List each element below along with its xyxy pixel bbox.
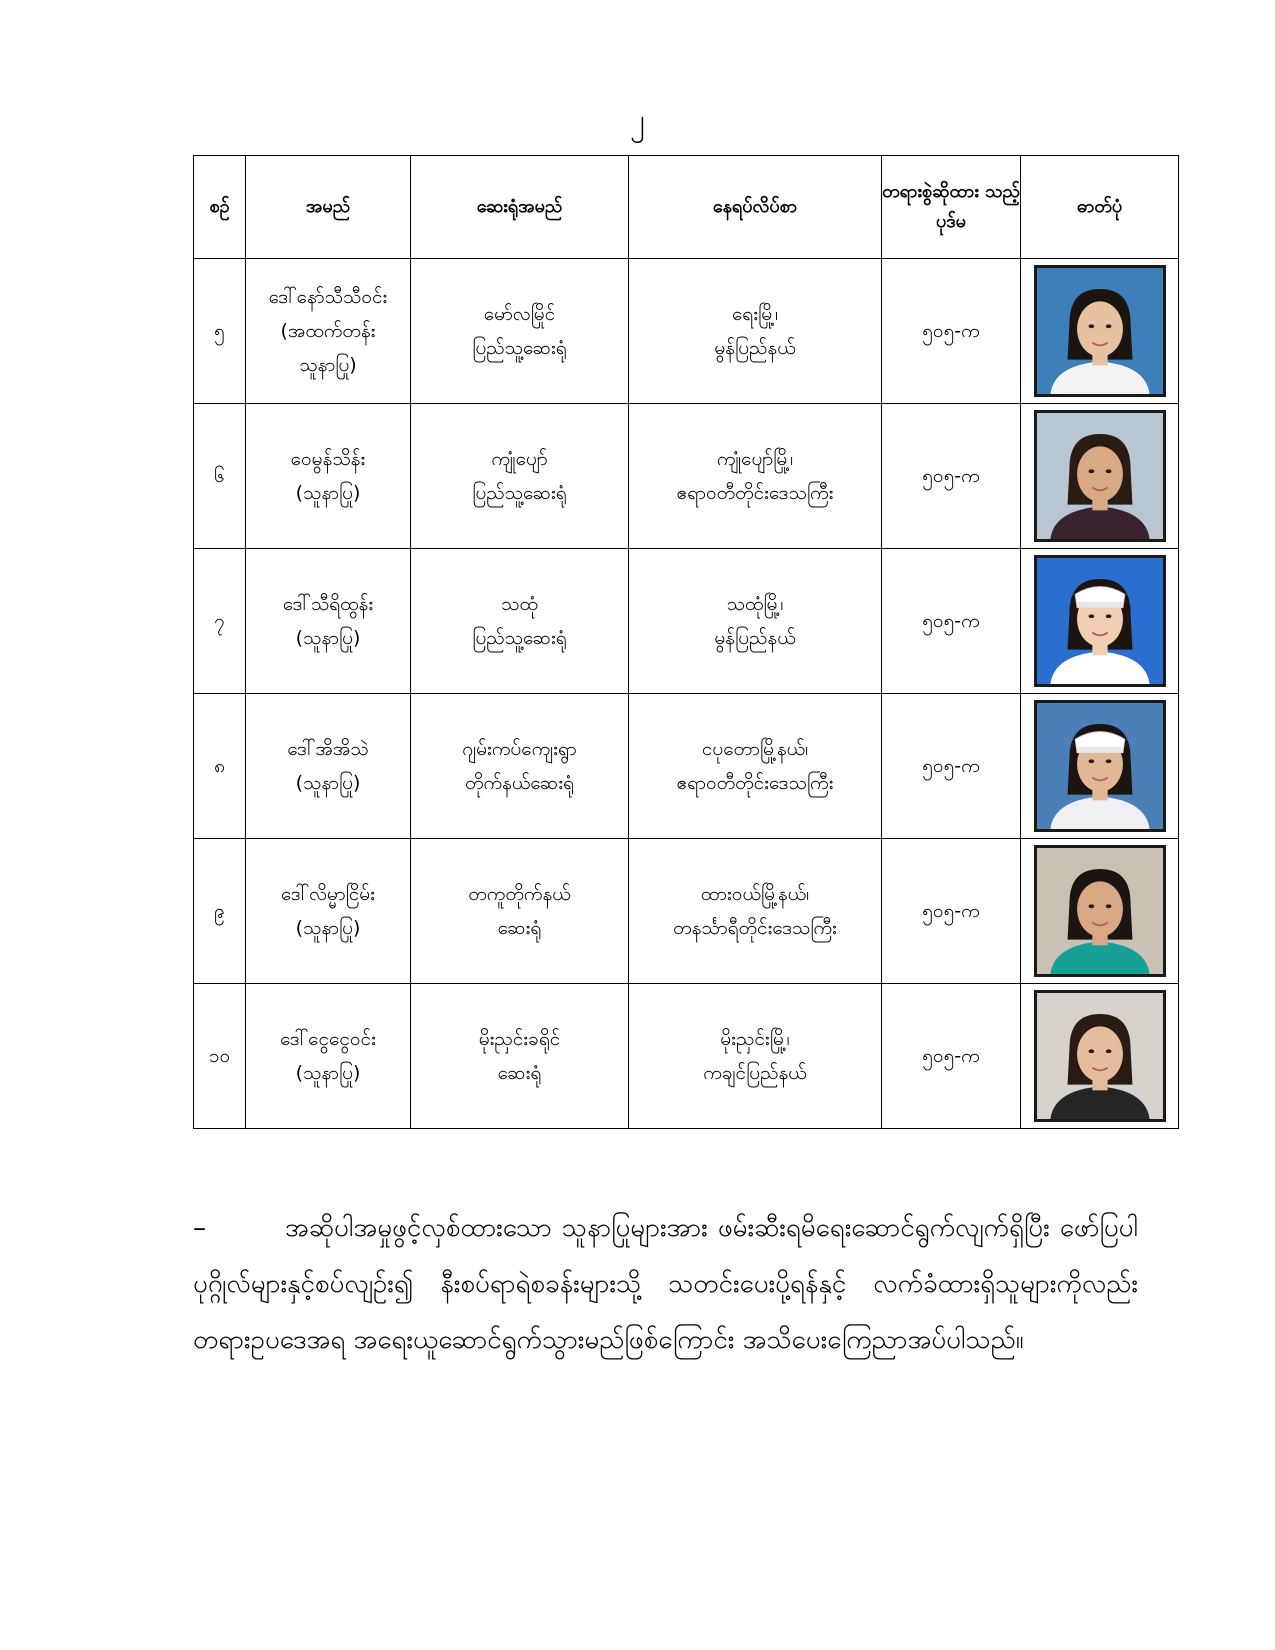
hospital-line: ကျုံပျော် bbox=[491, 448, 548, 470]
address-line: ရေးမြို့၊ bbox=[731, 303, 779, 325]
header-charged-section: တရားစွဲဆိုထား သည့်ပုဒ်မ bbox=[882, 156, 1021, 259]
address-line: မွန်ပြည်နယ် bbox=[714, 627, 796, 649]
name-cell bbox=[246, 549, 411, 694]
serial-no-cell: ၈ bbox=[194, 694, 246, 839]
table-row bbox=[194, 259, 1179, 404]
photo-cell bbox=[1021, 259, 1179, 404]
portrait-photo bbox=[1034, 700, 1166, 832]
wanted-nurses-table bbox=[193, 155, 1179, 1129]
name-cell bbox=[246, 694, 411, 839]
address-line: မိုးညှင်းမြို့၊ bbox=[720, 1028, 790, 1050]
hospital-line: သထုံ bbox=[501, 593, 538, 615]
name-line: သူနာပြု) bbox=[299, 354, 357, 376]
hospital-line: ဂျမ်းကပ်ကျေးရွာ bbox=[462, 738, 577, 760]
name-line: ဒေါ်လိမ္မာငြိမ်း bbox=[281, 883, 375, 905]
portrait-photo bbox=[1034, 845, 1166, 977]
name-line: (သူနာပြု) bbox=[295, 627, 361, 649]
portrait-photo bbox=[1034, 410, 1166, 542]
table-row bbox=[194, 694, 1179, 839]
table-header-row bbox=[194, 156, 1179, 259]
section-cell: ၅၀၅-က bbox=[882, 259, 1021, 404]
hospital-cell bbox=[411, 839, 629, 984]
hospital-line: ဆေးရုံ bbox=[497, 917, 542, 939]
name-cell bbox=[246, 984, 411, 1129]
hospital-cell bbox=[411, 404, 629, 549]
table-body bbox=[194, 259, 1179, 1129]
address-line: ထားဝယ်မြို့နယ်၊ bbox=[700, 883, 810, 905]
address-cell bbox=[629, 259, 882, 404]
address-line: ကချင်ပြည်နယ် bbox=[703, 1062, 807, 1084]
photo-cell bbox=[1021, 984, 1179, 1129]
table-row bbox=[194, 404, 1179, 549]
serial-no-cell: ၉ bbox=[194, 839, 246, 984]
address-cell bbox=[629, 984, 882, 1129]
section-cell: ၅၀၅-က bbox=[882, 549, 1021, 694]
table-row bbox=[194, 549, 1179, 694]
address-line: ဧရာဝတီတိုင်းဒေသကြီး bbox=[676, 772, 834, 794]
name-line: ဒေါ်ငွေငွေဝင်း bbox=[280, 1028, 376, 1050]
name-line: (သူနာပြု) bbox=[295, 772, 361, 794]
notice-text: အဆိုပါအမှုဖွင့်လှစ်ထားသော သူနာပြုများအား ဖမ်းဆီးရမိရေးဆောင်ရွက်လျက်ရှိပြီး ဖော်ပြပါပုဂ္ဂိုလ်များနှင့်စပ်လျဉ်း၍ နီးစပ်ရာရဲစခန်းများသို့ သတင်းပေးပို့ရန်နှင့် လက်ခံထားရှိသူများကိုလည်း တရားဥပဒေအရ အရေးယူဆောင်ရွက်သွားမည်ဖြစ်ကြောင်း အသိပေးကြေညာအပ်ပါသည်။ bbox=[193, 1213, 1138, 1355]
portrait-photo bbox=[1034, 265, 1166, 397]
portrait-photo bbox=[1034, 990, 1166, 1122]
address-line: ငပုတောမြို့နယ်၊ bbox=[701, 738, 809, 760]
header-photo: ဓာတ်ပုံ bbox=[1021, 156, 1179, 259]
photo-cell bbox=[1021, 549, 1179, 694]
name-line: ဒေါ်နော်သီသီဝင်း bbox=[268, 286, 388, 308]
hospital-line: ဆေးရုံ bbox=[497, 1062, 542, 1084]
address-cell bbox=[629, 404, 882, 549]
serial-no-cell: ၁၀ bbox=[194, 984, 246, 1129]
serial-no-cell: ၅ bbox=[194, 259, 246, 404]
name-cell bbox=[246, 259, 411, 404]
portrait-photo bbox=[1034, 555, 1166, 687]
section-cell: ၅၀၅-က bbox=[882, 839, 1021, 984]
name-line: ဒေါ်အိအိသဲ bbox=[287, 738, 369, 760]
address-line: သထုံမြို့၊ bbox=[726, 593, 784, 615]
notice-paragraph bbox=[193, 1200, 1138, 1368]
table-row bbox=[194, 984, 1179, 1129]
name-line: (အထက်တန်း bbox=[280, 320, 376, 342]
header-address: နေရပ်လိပ်စာ bbox=[629, 156, 882, 259]
name-line: ဝေမွန်သိန်း bbox=[290, 448, 366, 470]
address-cell bbox=[629, 839, 882, 984]
hospital-cell bbox=[411, 984, 629, 1129]
address-line: ဧရာဝတီတိုင်းဒေသကြီး bbox=[676, 482, 834, 504]
section-cell: ၅၀၅-က bbox=[882, 694, 1021, 839]
name-cell bbox=[246, 404, 411, 549]
header-name: အမည် bbox=[246, 156, 411, 259]
page-number: ၂ bbox=[630, 103, 645, 138]
hospital-line: မော်လမြိုင် bbox=[483, 303, 556, 325]
address-cell bbox=[629, 549, 882, 694]
hospital-cell bbox=[411, 694, 629, 839]
hospital-cell bbox=[411, 549, 629, 694]
name-line: ဒေါ်သီရိထွန်း bbox=[282, 593, 374, 615]
address-line: မွန်ပြည်နယ် bbox=[714, 337, 796, 359]
name-line: (သူနာပြု) bbox=[295, 917, 361, 939]
notice-dash: – bbox=[193, 1213, 206, 1243]
hospital-line: တကူတိုက်နယ် bbox=[468, 883, 571, 905]
hospital-line: မိုးညှင်းခရိုင် bbox=[478, 1028, 561, 1050]
photo-cell bbox=[1021, 839, 1179, 984]
address-line: တနင်္သာရီတိုင်းဒေသကြီး bbox=[673, 917, 837, 939]
hospital-line: ပြည်သူ့ဆေးရုံ bbox=[472, 482, 567, 504]
photo-cell bbox=[1021, 404, 1179, 549]
section-cell: ၅၀၅-က bbox=[882, 404, 1021, 549]
table-row bbox=[194, 839, 1179, 984]
header-serial-no: စဉ် bbox=[194, 156, 246, 259]
hospital-line: တိုက်နယ်ဆေးရုံ bbox=[464, 772, 575, 794]
photo-cell bbox=[1021, 694, 1179, 839]
address-cell bbox=[629, 694, 882, 839]
hospital-line: ပြည်သူ့ဆေးရုံ bbox=[472, 337, 567, 359]
serial-no-cell: ၆ bbox=[194, 404, 246, 549]
address-line: ကျုံပျော်မြို့၊ bbox=[716, 448, 794, 470]
name-line: (သူနာပြု) bbox=[295, 1062, 361, 1084]
header-hospital: ဆေးရုံအမည် bbox=[411, 156, 629, 259]
hospital-cell bbox=[411, 259, 629, 404]
section-cell: ၅၀၅-က bbox=[882, 984, 1021, 1129]
name-line: (သူနာပြု) bbox=[295, 482, 361, 504]
hospital-line: ပြည်သူ့ဆေးရုံ bbox=[472, 627, 567, 649]
name-cell bbox=[246, 839, 411, 984]
serial-no-cell: ၇ bbox=[194, 549, 246, 694]
